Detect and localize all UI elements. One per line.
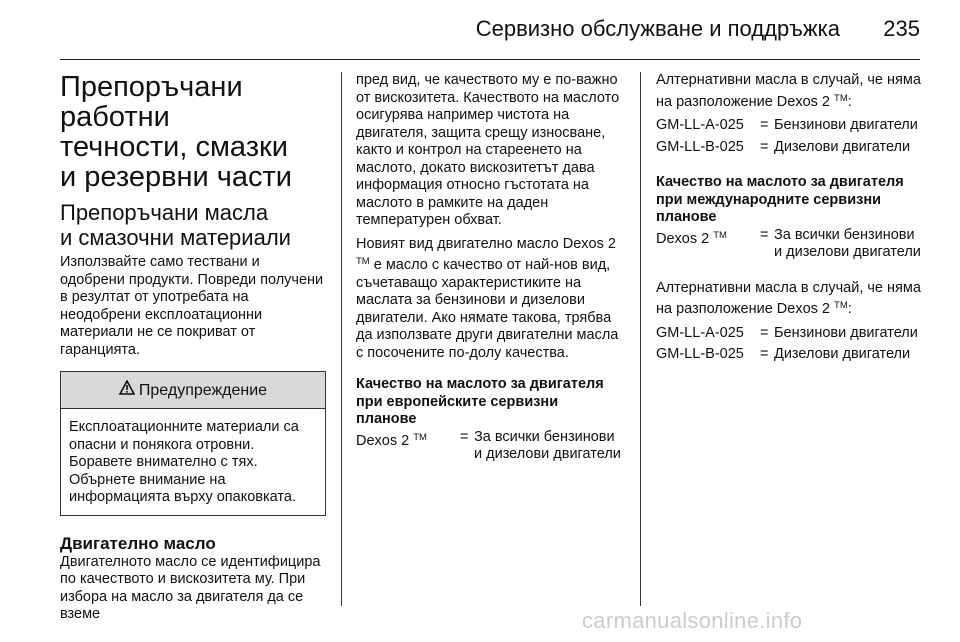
oil-spec-value: За всички бензинови и дизелови двигатели xyxy=(774,226,921,260)
intro-paragraph: Използвайте само тествани и одобрени продукти. Повреди получени в резултат от употребата на неодобрени експлоатационни материали не се покриват от гаранцията. xyxy=(60,254,324,358)
equals-sign: = xyxy=(460,428,469,445)
equals-sign: = xyxy=(760,138,769,155)
warning-box xyxy=(60,371,326,516)
section-heading xyxy=(60,72,326,192)
eu-oil-table xyxy=(356,429,626,468)
engine-oil-heading: Двигателно масло xyxy=(60,533,216,553)
oil-spec-key: GM-LL-A-025 xyxy=(656,117,744,133)
table-row xyxy=(656,227,926,266)
equals-sign: = xyxy=(760,226,769,243)
column-right xyxy=(656,72,926,382)
intl-quality-heading xyxy=(656,174,926,227)
engine-oil-paragraph: Двигателното масло се идентифицира по качеството и вискозитета му. При избора на масло за двигателя да се вземе xyxy=(60,553,321,622)
alternative-oils-colon: : xyxy=(847,301,852,317)
quality-paragraph: пред вид, че качеството му е по-важно от вискозитета. Качеството на маслото осигурява например чистота на двигателя, защита срещу износване, както и контрол на стареенето на маслото, докато вискозитетът дава информация относно гъстотата на маслото в рамките на даден температурен обхват. xyxy=(356,72,620,228)
alternative-oils-note xyxy=(656,280,926,319)
oil-spec-name: Dexos 2 xyxy=(656,230,710,247)
warning-triangle-icon xyxy=(119,380,135,400)
eu-quality-heading xyxy=(356,376,626,429)
page-number: 235 xyxy=(883,16,920,41)
table-row xyxy=(656,117,926,139)
running-header: Сервизно обслужване и поддръжка xyxy=(475,16,840,41)
column-divider xyxy=(341,72,342,606)
intl-quality-heading-line: планове xyxy=(656,209,717,225)
eu-quality-heading-line: планове xyxy=(356,411,417,427)
equals-sign: = xyxy=(760,346,769,362)
eu-quality-heading-line: при европейските сервизни xyxy=(356,393,559,410)
subsection-heading-line: и смазочни материали xyxy=(60,225,291,250)
table-row xyxy=(656,139,926,161)
watermark: carmanualsonline.info xyxy=(582,608,803,633)
equals-sign: = xyxy=(760,324,769,341)
warning-header xyxy=(61,372,325,409)
oil-spec-value: Дизелови двигатели xyxy=(774,346,911,362)
trademark-mark: TM xyxy=(713,229,727,241)
subsection-heading xyxy=(60,200,326,250)
table-row xyxy=(656,325,926,347)
oil-spec-value: Бензинови двигатели xyxy=(774,117,918,133)
oil-spec-name: Dexos 2 xyxy=(356,432,410,449)
alternative-oils-note xyxy=(656,72,926,111)
oil-spec-key: GM-LL-B-025 xyxy=(656,138,744,155)
table-row xyxy=(356,429,626,468)
section-heading-line: течности, смазки xyxy=(60,131,288,163)
warning-text: Експлоатационните материали са опасни и понякога отровни. Боравете внимателно с тях. Обърнете внимание на информацията върху опаковката. xyxy=(69,419,299,505)
alternative-oils-table xyxy=(656,325,926,368)
alternative-oils-text: Алтернативни масла в случай, че няма на разположение Dexos 2 xyxy=(656,279,921,317)
oil-spec-value: За всички бензинови и дизелови двигатели xyxy=(474,428,621,462)
trademark-mark: TM xyxy=(413,431,427,443)
warning-title: Предупреждение xyxy=(138,382,268,399)
alternative-oils-text: Алтернативни масла в случай, че няма на разположение Dexos 2 xyxy=(656,72,921,110)
column-middle xyxy=(356,72,626,482)
intl-quality-heading-line: при международните сервизни xyxy=(656,191,881,208)
trademark-mark: TM xyxy=(834,300,848,311)
trademark-mark: TM xyxy=(834,92,848,104)
subsection-heading-line: Препоръчани масла xyxy=(60,200,269,225)
dexos-paragraph-end: е масло с качество от най-нов вид, съчетаващо характеристиките на маслата за бензинови и дизелови двигатели. Ако нямате такова, трябва да използвате други двигателни масла с посочените по-долу качества. xyxy=(356,257,619,361)
alternative-oils-colon: : xyxy=(847,93,852,110)
section-heading-line: и резервни части xyxy=(60,161,292,193)
table-row xyxy=(656,346,926,368)
oil-spec-value: Дизелови двигатели xyxy=(774,138,911,155)
intl-oil-table xyxy=(656,227,926,266)
trademark-mark: TM xyxy=(356,256,370,267)
oil-spec-key xyxy=(356,429,460,468)
oil-spec-value: Бензинови двигатели xyxy=(774,324,918,341)
section-heading-line: Препоръчани работни xyxy=(60,71,243,133)
oil-spec-key: GM-LL-A-025 xyxy=(656,324,744,341)
dexos-paragraph xyxy=(356,236,626,363)
alternative-oils-table xyxy=(656,117,926,160)
oil-spec-key: GM-LL-B-025 xyxy=(656,346,744,362)
eu-quality-heading-line: Качество на маслото за двигателя xyxy=(356,376,604,392)
column-divider xyxy=(640,72,641,606)
oil-spec-key xyxy=(656,227,760,266)
column-left xyxy=(60,72,326,630)
dexos-paragraph-start: Новият вид двигателно масло Dexos 2 xyxy=(356,235,616,252)
intl-quality-heading-line: Качество на маслото за двигателя xyxy=(656,174,904,190)
equals-sign: = xyxy=(760,117,769,133)
header-divider xyxy=(60,59,920,60)
